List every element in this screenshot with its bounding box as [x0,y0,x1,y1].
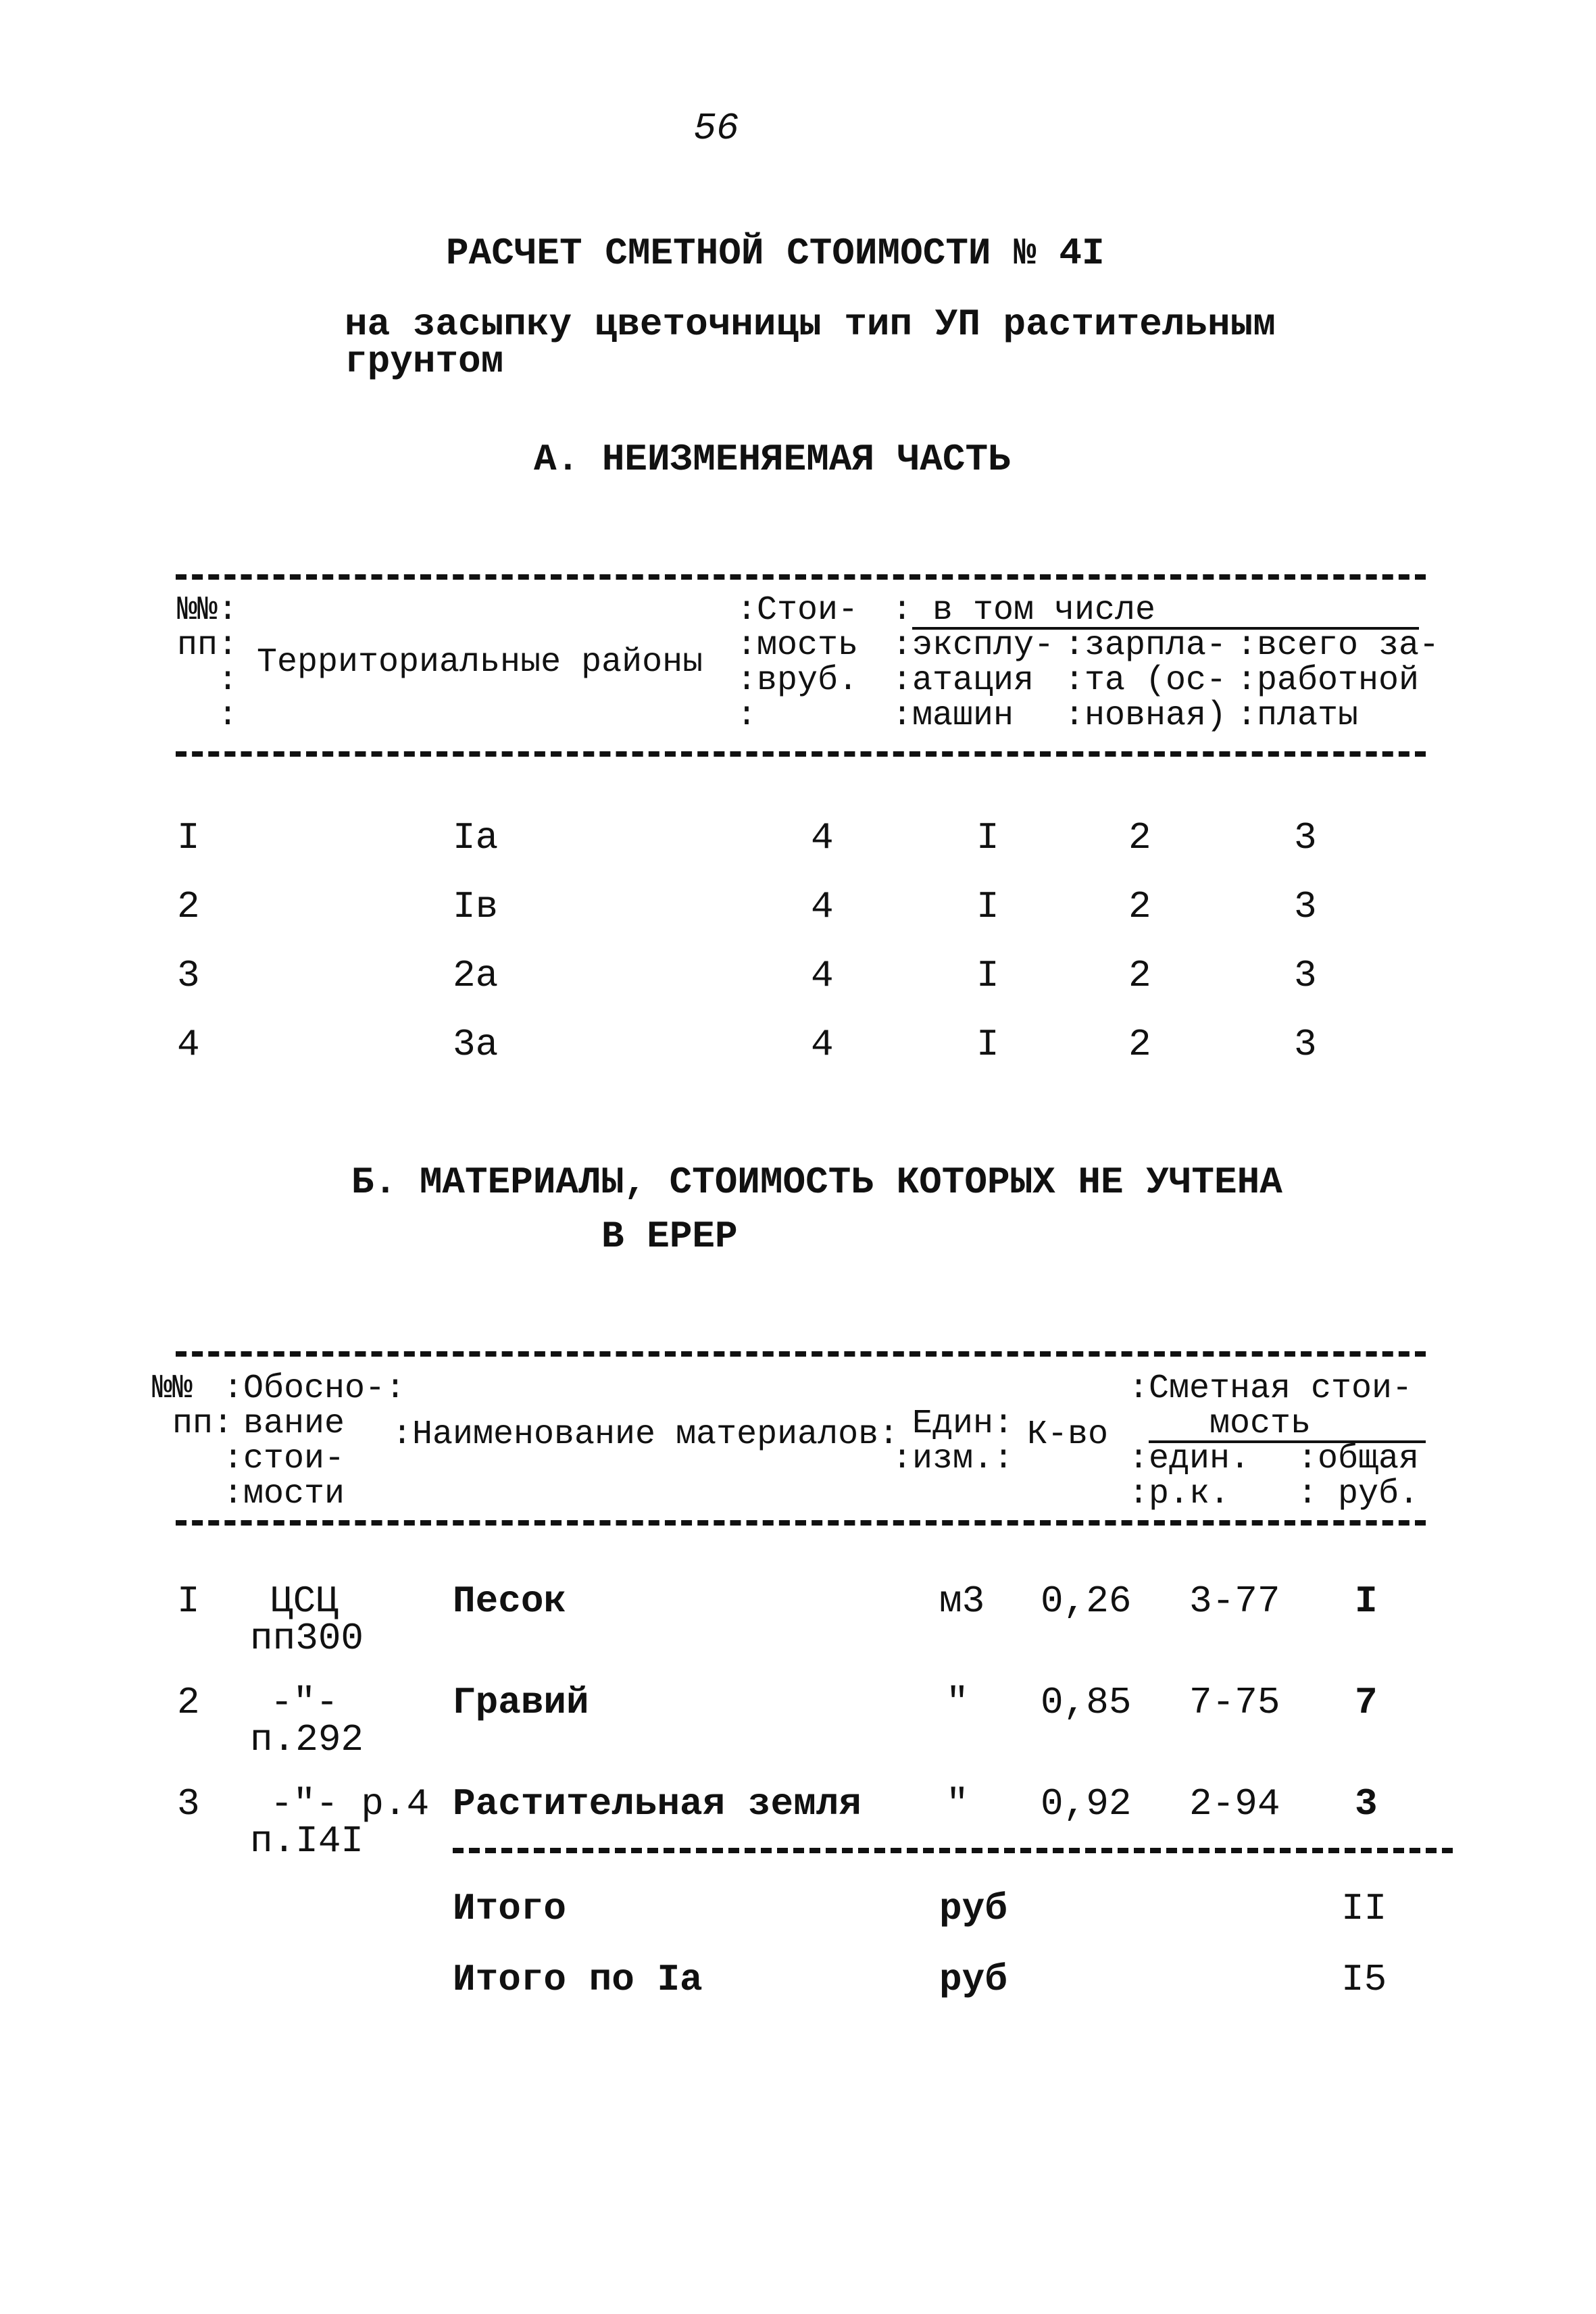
header-salary-2: :та (ос- [1064,661,1227,700]
document-subtitle-line2: грунтом [345,340,504,383]
row-unit-price: 2-94 [1189,1782,1280,1826]
row-region: Iв [453,885,499,928]
header-region: Территориальные районы [257,643,703,682]
section-a-header-rule [176,751,1426,757]
total-value: II [1341,1887,1387,1930]
document-title: РАСЧЕТ СМЕТНОЙ СТОИМОСТИ № 4I [446,232,1105,275]
row-qty: 0,92 [1041,1782,1132,1826]
row-salary: 2 [1128,954,1151,997]
header-material-name: :Наименование материалов: [392,1415,899,1454]
total-label: Итого по Iа [453,1958,703,2001]
row-region: Iа [453,816,499,859]
header-basis-3: :стои- [223,1440,345,1478]
header-unit-2: :изм.: [892,1440,1014,1478]
row-total-price: 7 [1355,1681,1378,1724]
page-number: 56 [693,107,739,150]
row-unit: " [946,1782,969,1826]
row-num: 3 [177,1782,200,1826]
header-unit-price-2: :р.к. [1128,1475,1230,1513]
row-num: 3 [177,954,200,997]
row-num: 2 [177,885,200,928]
row-cost: 4 [811,885,834,928]
header-cost-4: : [737,697,757,735]
header-cost-1: :Стои- [737,591,859,630]
section-b-heading-line1: Б. МАТЕРИАЛЫ, СТОИМОСТЬ КОТОРЫХ НЕ УЧТЕНА [351,1161,1282,1204]
row-basis-2: п.292 [250,1718,364,1761]
row-unit: " [946,1681,969,1724]
row-total-price: I [1355,1580,1378,1623]
total-value: I5 [1341,1958,1387,2001]
row-cost: 4 [811,954,834,997]
header-b-num-2: пп: [172,1405,234,1443]
row-machines: I [976,1023,999,1066]
section-a-heading: А. НЕИЗМЕНЯЕМАЯ ЧАСТЬ [534,438,1011,481]
row-total: 3 [1294,885,1317,928]
row-machines: I [976,816,999,859]
header-cost-sub: мость [1210,1405,1312,1443]
header-basis-1: :Обосно-: [223,1369,406,1408]
row-total: 3 [1294,816,1317,859]
section-b-totals-rule [453,1848,1453,1853]
header-b-num-1: №№ [152,1369,193,1408]
header-basis-2: вание [243,1405,345,1443]
row-region: 3а [453,1023,499,1066]
header-total-price-2: : руб. [1297,1475,1420,1513]
row-total: 3 [1294,954,1317,997]
header-in-that-number: : в том числе [892,591,1156,630]
header-total-price-1: :общая [1297,1440,1420,1478]
row-salary: 2 [1128,885,1151,928]
section-b-heading-line2: В ЕРЕР [601,1215,738,1258]
header-total-salary-1: :всего за- [1237,626,1440,665]
header-machines-3: :машин [892,697,1014,735]
total-unit: руб [939,1887,1007,1930]
header-num-4: : [218,697,239,735]
total-label: Итого [453,1887,567,1930]
row-basis-1: -"- [270,1681,339,1724]
header-total-salary-2: :работной [1237,661,1420,700]
document-subtitle-line1: на засыпку цветочницы тип УП растительным [345,303,1276,346]
row-region: 2а [453,954,499,997]
header-salary-1: :зарпла- [1064,626,1227,665]
row-salary: 2 [1128,1023,1151,1066]
header-num-3: : [218,661,239,700]
row-num: I [177,1580,200,1623]
header-qty: К-во [1027,1415,1109,1454]
row-num: 2 [177,1681,200,1724]
row-cost: 4 [811,816,834,859]
header-basis-4: :мости [223,1475,345,1513]
row-basis-1: ЦСЦ [270,1580,339,1623]
row-material: Гравий [453,1681,589,1724]
row-machines: I [976,954,999,997]
row-num: I [177,816,200,859]
header-cost-2: :мость [737,626,859,665]
row-machines: I [976,885,999,928]
header-machines-1: :эксплу- [892,626,1055,665]
header-cost-3: :вруб. [737,661,859,700]
row-unit-price: 7-75 [1189,1681,1280,1724]
section-a-top-rule [176,574,1426,580]
row-material: Песок [453,1580,567,1623]
row-basis-2: пп300 [250,1617,364,1660]
section-b-top-rule [176,1351,1426,1357]
row-salary: 2 [1128,816,1151,859]
header-cost-title: :Сметная стои- [1128,1369,1413,1408]
header-machines-2: :атация [892,661,1034,700]
header-num-2: пп: [177,626,239,665]
row-material: Растительная земля [453,1782,862,1826]
row-qty: 0,85 [1041,1681,1132,1724]
header-unit-1: Един: [912,1405,1014,1443]
row-unit-price: 3-77 [1189,1580,1280,1623]
row-total-price: 3 [1355,1782,1378,1826]
row-unit: м3 [939,1580,985,1623]
section-b-header-rule [176,1520,1426,1526]
total-unit: руб [939,1958,1007,2001]
header-num-1: №№: [177,591,239,630]
row-cost: 4 [811,1023,834,1066]
row-num: 4 [177,1023,200,1066]
row-total: 3 [1294,1023,1317,1066]
row-qty: 0,26 [1041,1580,1132,1623]
row-basis-1: -"- р.4 [270,1782,430,1826]
header-salary-3: :новная) [1064,697,1227,735]
header-total-salary-3: :платы [1237,697,1359,735]
row-basis-2: п.I4I [250,1819,364,1863]
header-unit-price-1: :един. [1128,1440,1251,1478]
